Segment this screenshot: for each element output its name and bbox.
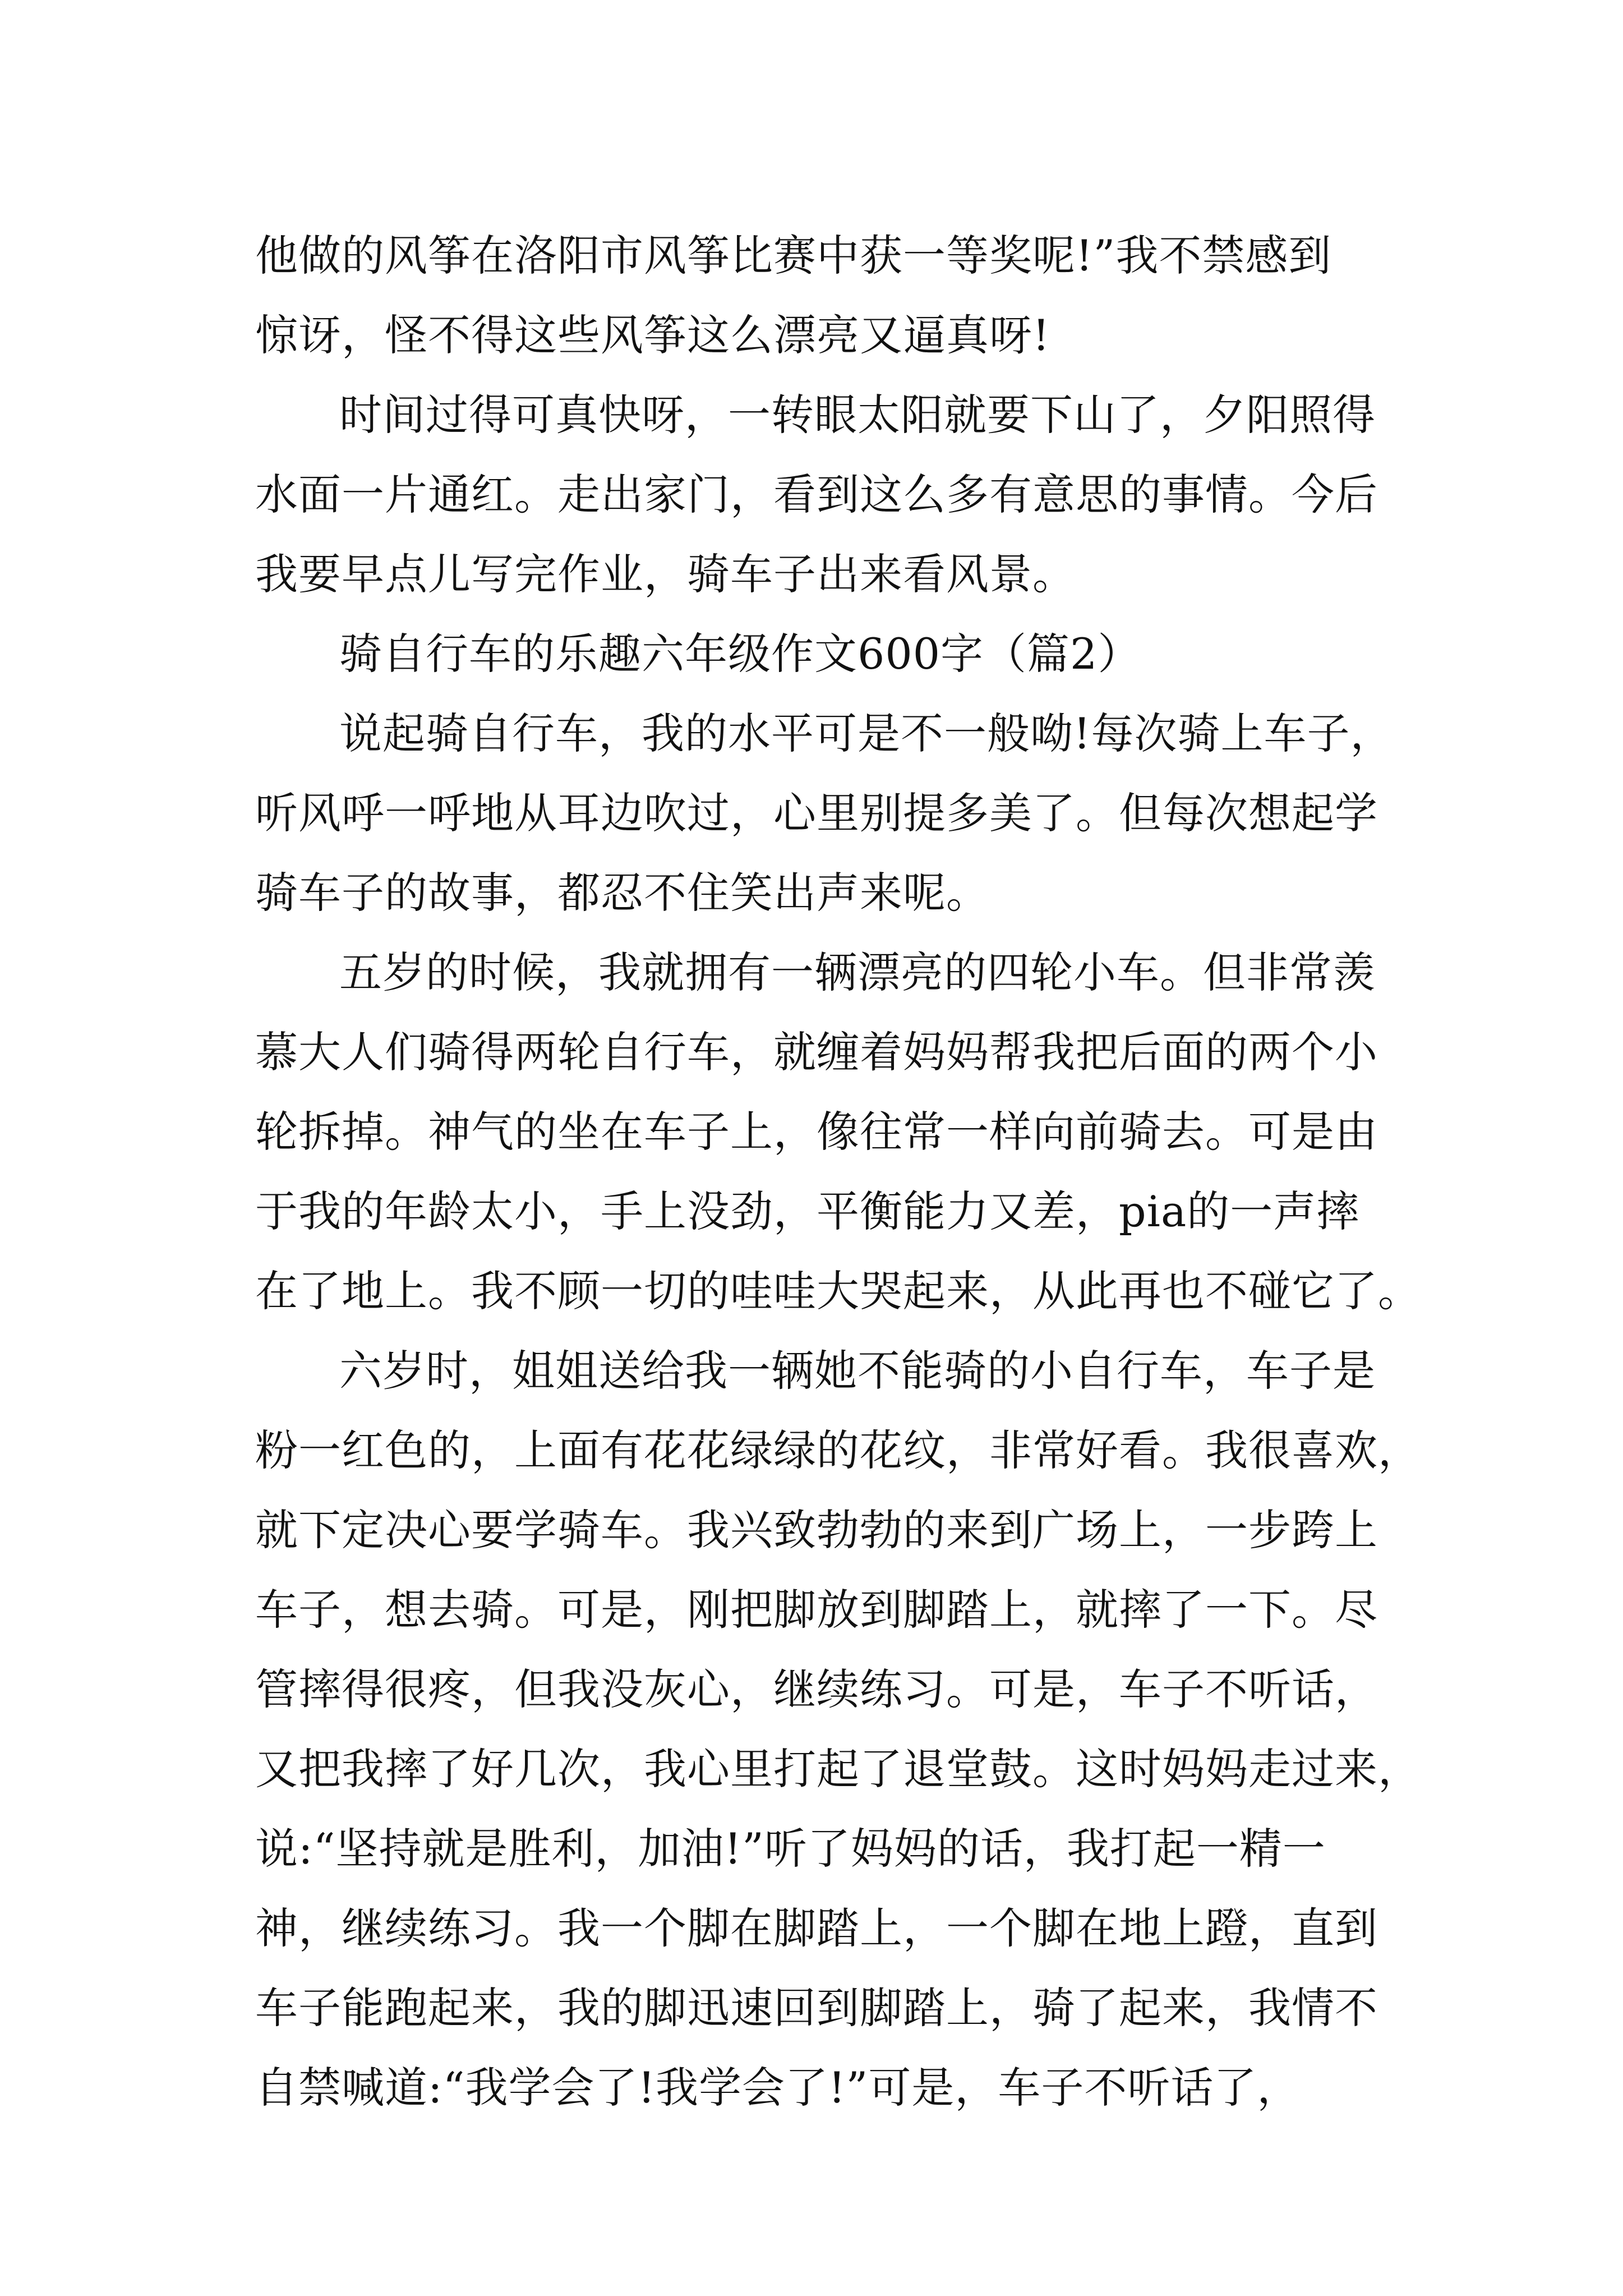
text-line: 车子能跑起来，我的脚迅速回到脚踏上，骑了起来，我情不 bbox=[255, 1983, 1378, 2033]
paragraph-first-line: 五岁的时候，我就拥有一辆漂亮的四轮小车。但非常羡 bbox=[339, 947, 1376, 997]
text-line: 又把我摔了好几次，我心里打起了退堂鼓。这时妈妈走过来， bbox=[255, 1744, 1421, 1794]
text-line: 轮拆掉。神气的坐在车子上，像往常一样向前骑去。可是由 bbox=[255, 1107, 1378, 1157]
text-line: 骑车子的故事，都忍不住笑出声来呢。 bbox=[255, 868, 989, 918]
text-line: 听风呼一呼地从耳边吹过，心里别提多美了。但每次想起学 bbox=[255, 788, 1378, 838]
text-line: 慕大人们骑得两轮自行车，就缠着妈妈帮我把后面的两个小 bbox=[255, 1027, 1378, 1077]
text-line: 车子，想去骑。可是，刚把脚放到脚踏上，就摔了一下。尽 bbox=[255, 1585, 1378, 1635]
paragraph-first-line: 时间过得可真快呀，一转眼太阳就要下山了，夕阳照得 bbox=[339, 390, 1376, 440]
text-line: 说:“坚持就是胜利，加油!”听了妈妈的话，我打起一精一 bbox=[255, 1824, 1326, 1874]
text-line: 于我的年龄太小，手上没劲，平衡能力又差，pia的一声摔 bbox=[255, 1186, 1360, 1236]
text-line: 自禁喊道:“我学会了!我学会了!”可是，车子不听话了， bbox=[255, 2063, 1301, 2113]
text-line: 惊讶，怪不得这些风筝这么漂亮又逼真呀! bbox=[255, 310, 1050, 360]
text-line: 在了地上。我不顾一切的哇哇大哭起来，从此再也不碰它了。 bbox=[255, 1266, 1421, 1316]
text-line: 他做的风筝在洛阳市风筝比赛中获一等奖呢!”我不禁感到 bbox=[255, 231, 1332, 280]
paragraph-first-line: 说起骑自行车，我的水平可是不一般呦!每次骑上车子， bbox=[339, 708, 1394, 758]
paragraph-first-line: 六岁时，姐姐送给我一辆她不能骑的小自行车，车子是 bbox=[339, 1346, 1376, 1396]
document-body bbox=[255, 216, 1421, 2128]
text-line: 水面一片通红。走出家门，看到这么多有意思的事情。今后 bbox=[255, 470, 1378, 519]
text-line: 就下定决心要学骑车。我兴致勃勃的来到广场上，一步跨上 bbox=[255, 1505, 1378, 1555]
text-line: 神，继续练习。我一个脚在脚踏上，一个脚在地上蹬，直到 bbox=[255, 1903, 1378, 1953]
text-line: 管摔得很疼，但我没灰心，继续练习。可是，车子不听话， bbox=[255, 1664, 1378, 1714]
text-line: 我要早点儿写完作业，骑车子出来看风景。 bbox=[255, 549, 1076, 599]
section-heading: 骑自行车的乐趣六年级作文600字（篇2） bbox=[339, 629, 1141, 679]
text-line: 粉一红色的，上面有花花绿绿的花纹，非常好看。我很喜欢， bbox=[255, 1425, 1421, 1475]
